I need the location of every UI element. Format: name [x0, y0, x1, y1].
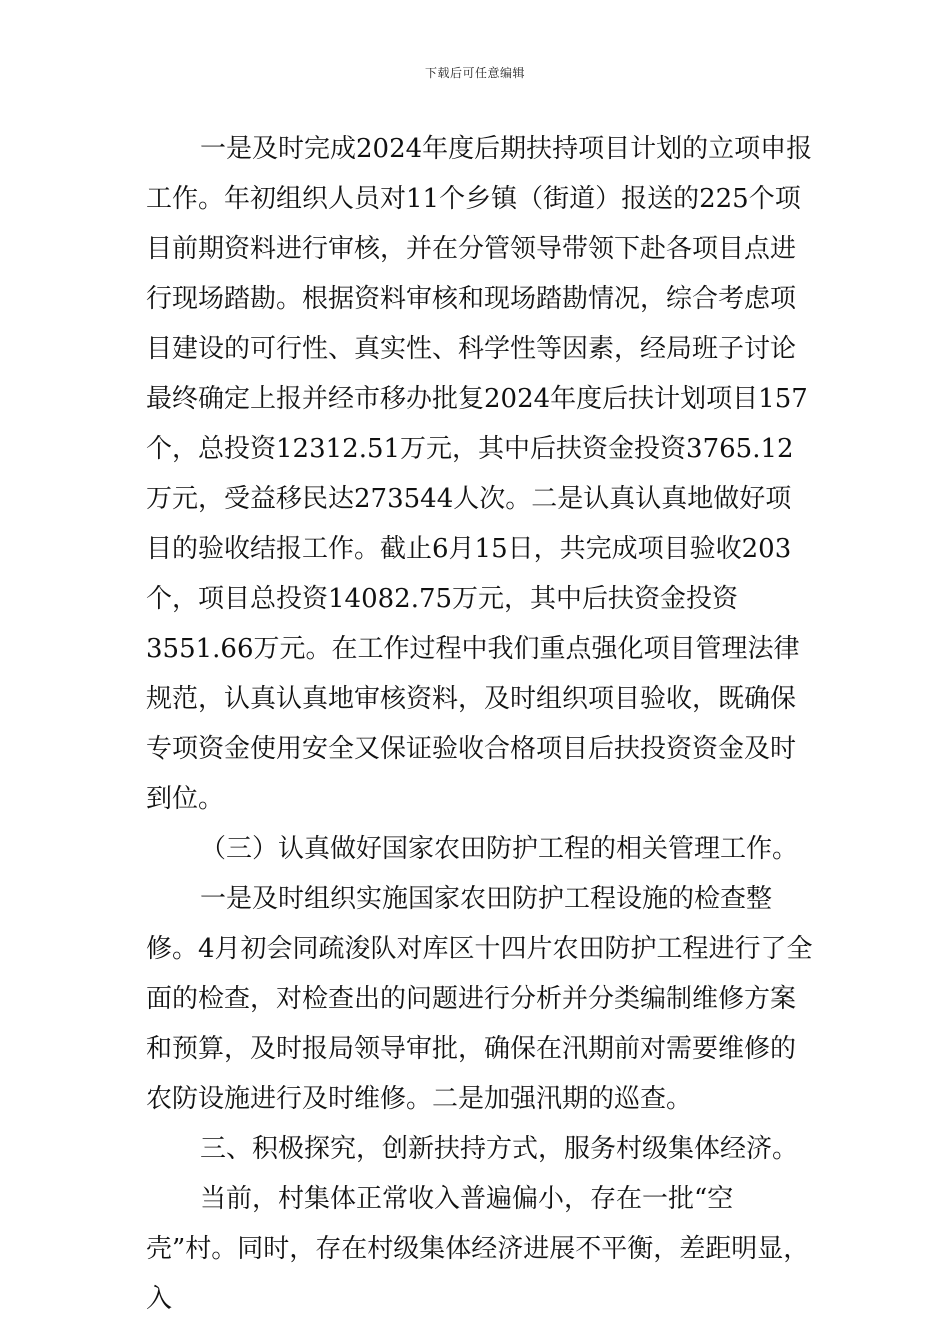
paragraph-project-plan: 一是及时完成2024年度后期扶持项目计划的立项申报工作。年初组织人员对11个乡镇（街道）报送的225个项目前期资料进行审核，并在分管领导带领下赴各项目点进行现场踏勘。根据资料审核和现场踏勘情况，综合考虑项目建设的可行性、真实性、科学性等因素，经局班子讨论最终确定上报并经市移办批复2024年度后扶计划项目157个，总投资12312.51万元，其中后扶资金投资3765.12万元，受益移民达273544人次。二是认真认真地做好项目的验收结报工作。截止6月15日，共完成项目验收203个，项目总投资14082.75万元，其中后扶资金投资3551.66万元。在工作过程中我们重点强化项目管理法律规范，认真认真地审核资料，及时组织项目验收，既确保专项资金使用安全又保证验收合格项目后扶投资资金及时到位。: [146, 134, 813, 814]
paragraph-collective-income: 当前，村集体正常收入普遍偏小，存在一批“空壳”村。同时，存在村级集体经济进展不平衡，差距明显，入: [146, 1184, 810, 1314]
paragraph-farmland-inspection: 一是及时组织实施国家农田防护工程设施的检查整修。4月初会同疏浚队对库区十四片农田防护工程进行了全面的检查，对检查出的问题进行分析并分类编制维修方案和预算，及时报局领导审批，确保在汛期前对需要维修的农防设施进行及时维修。二是加强汛期的巡查。: [146, 884, 813, 1114]
section-heading-farmland-protection: （三）认真做好国家农田防护工程的相关管理工作。: [200, 834, 799, 864]
document-body: [146, 124, 814, 1324]
page-header: 下载后可任意编辑: [424, 66, 525, 80]
section-heading-collective-economy: 三、积极探究，创新扶持方式，服务村级集体经济。: [200, 1134, 799, 1164]
